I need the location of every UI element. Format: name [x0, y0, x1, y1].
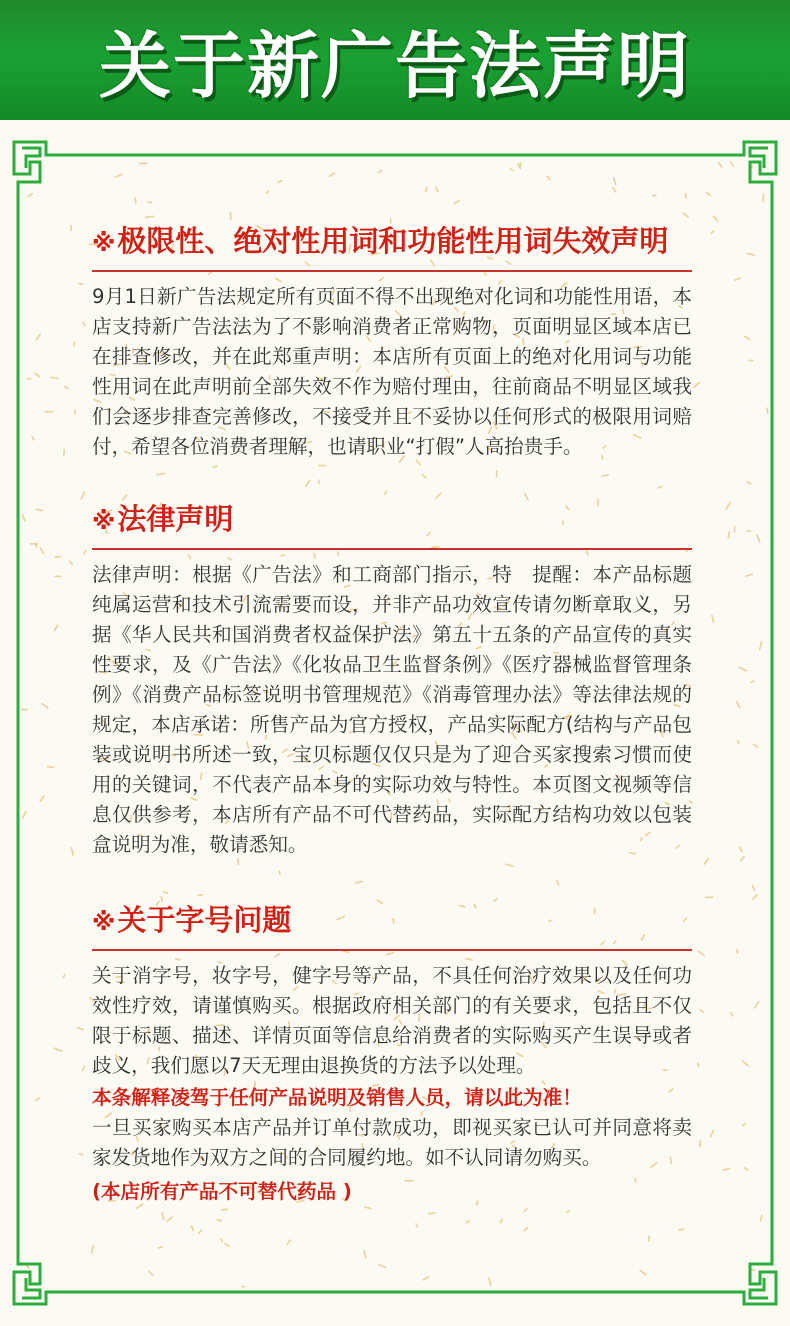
section-divider [92, 548, 692, 550]
section-divider [92, 270, 692, 272]
section-absolute-terms [92, 222, 692, 462]
header-banner [0, 0, 790, 120]
section-license-number [92, 901, 692, 1207]
section-body-continued: 一旦买家购买本店产品并订单付款成功，即视买家已认可并同意将卖家发货地作为双方之间的合同履约地。如不认同请勿购买。 [92, 1116, 692, 1169]
page-title: 关于新广告法声明 [98, 24, 691, 108]
corner-ornament-top-left [14, 142, 60, 190]
section-legal-statement [92, 500, 692, 860]
corner-ornament-top-right [730, 142, 776, 190]
section-body: 9月1日新广告法规定所有页面不得不出现绝对化词和功能性用语，本店支持新广告法法为了不影响消费者正常购物，页面明显区域本店已在排查修改，并在此郑重声明：本店所有页面上的绝对化用词与功能性用词在此声明前全部失效不作为赔付理由，往前商品不明显区域我们会逐步排查完善修改，不接受并且不妥协以任何形式的极限用词赔付，希望各位消费者理解，也请职业“打假”人高抬贵手。 [92, 285, 692, 458]
emphasis-statement: 本条解释凌驾于任何产品说明及销售人员，请以此为准！ [92, 1086, 582, 1109]
reference-mark-icon: ※ [92, 507, 116, 535]
section-body: 关于消字号，妆字号，健字号等产品，不具任何治疗效果以及任何功效性疗效，请谨慎购买。根据政府相关部门的有关要求，包括且不仅限于标题、描述、详情页面等信息给消费者的实际购买产生误导或者歧义，我们愿以7天无理由退换货的方法予以处理。 [92, 964, 692, 1077]
reference-mark-icon: ※ [92, 908, 116, 936]
section-divider [92, 949, 692, 951]
drug-substitute-note: (本店所有产品不可替代药品 ) [92, 1180, 352, 1203]
reference-mark-icon: ※ [92, 229, 116, 257]
corner-ornament-bottom-left [14, 1258, 60, 1304]
section-body: 法律声明：根据《广告法》和工商部门指示，特 提醒：本产品标题纯属运营和技术引流需要而设，并非产品功效宣传请勿断章取义，另据《华人民共和国消费者权益保护法》第五十五条的产品宣传的真实性要求，及《广告法》《化妆品卫生监督条例》《医疗器械监督管理条例》《消费产品标签说明书管理规范》《消毒管理办法》等法律法规的规定，本店承诺：所售产品为官方授权，产品实际配方(结构与产品包装或说明书所述一致，宝贝标题仅仅只是为了迎合买家搜索习惯而使用的关键词，不代表产品本身的实际功效与特性。本页图文视频等信息仅供参考，本店所有产品不可代替药品，实际配方结构功效以包装盒说明为准，敬请悉知。 [92, 563, 692, 856]
corner-ornament-bottom-right [730, 1258, 776, 1304]
section-title-text: 极限性、绝对性用词和功能性用词失效声明 [117, 224, 669, 258]
section-title-text: 法律声明 [117, 502, 234, 536]
section-title-text: 关于字号问题 [117, 903, 292, 937]
section-title [92, 901, 692, 941]
section-title [92, 500, 692, 540]
section-title [92, 222, 692, 262]
